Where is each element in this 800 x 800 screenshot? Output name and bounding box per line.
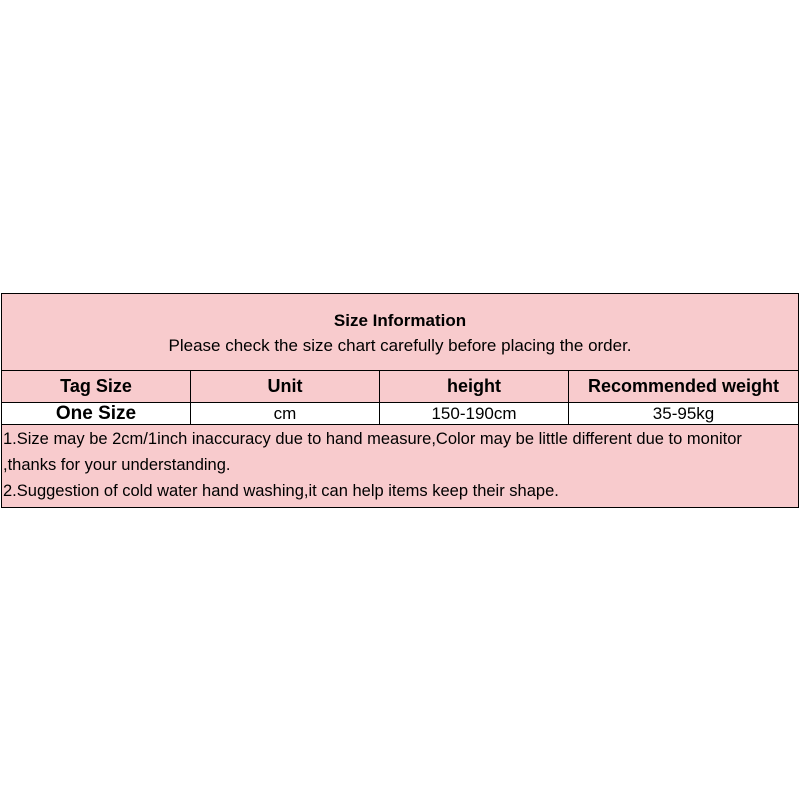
note-1: 1.Size may be 2cm/1inch inaccuracy due to hand measure,Color may be little different due to monitor ,thanks for your understanding. <box>3 430 742 474</box>
note-2: 2.Suggestion of cold water hand washing,it can help items keep their shape. <box>3 482 559 500</box>
header-height: height <box>380 371 569 403</box>
header-recommended-weight: Recommended weight <box>569 371 799 403</box>
table-header-row <box>2 371 799 403</box>
header-tag-size: Tag Size <box>2 371 191 403</box>
notes-cell <box>2 425 799 508</box>
size-chart-table <box>1 293 799 508</box>
size-information-title: Size Information <box>333 311 467 330</box>
cell-unit: cm <box>191 403 380 425</box>
size-information-subtitle: Please check the size chart carefully before placing the order. <box>168 336 632 355</box>
title-cell <box>2 294 799 371</box>
cell-tag-size: One Size <box>2 403 191 425</box>
notes-row <box>2 425 799 508</box>
cell-recommended-weight: 35-95kg <box>569 403 799 425</box>
header-unit: Unit <box>191 371 380 403</box>
table-row <box>2 403 799 425</box>
cell-height: 150-190cm <box>380 403 569 425</box>
title-row <box>2 294 799 371</box>
